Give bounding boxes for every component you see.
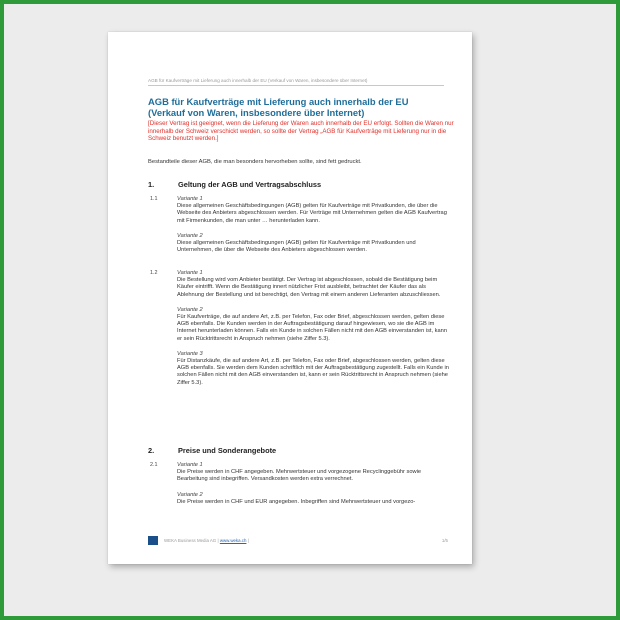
variant-text: Für Distanzkäufe, die auf andere Art, z.B. per Telefon, Fax oder Brief, abgeschlossen werden, gelten diese AGB ebenfalls. Sie werden dem Kunden schriftlich mit der Auftragsbestätigung zugestellt. Falls ein Kunde in solchen Fällen nicht mit den AGB einverstanden ist, kann er sein Rücktrittsrecht in Anspruch nehmen (siehe Ziffer 5.3). [177,358,449,386]
footer-suffix: | [247,538,249,543]
variant-label: Variante 3 [177,350,203,357]
footer-publisher: WEKA Business Media AG | [164,538,219,543]
intro-text: Bestandteile dieser AGB, die man besonders hervorheben sollte, sind fett gedruckt. [148,159,362,165]
footer-link[interactable]: www.weka.ch [219,538,247,543]
section-heading-2 [148,446,448,455]
variant-text: Diese allgemeinen Geschäftsbedingungen (AGB) gelten für Kaufverträge mit Privatkunden, die über die Webseite des Anbieters abgeschlossen werden. Für Verträge mit Unternehmen gelten die AGB Kaufvertrag mit Firmenkunden, die man unter … herunterladen kann. [177,203,447,224]
section-heading-1 [148,180,448,189]
section-title: Preise und Sonderangebote [178,446,277,455]
section-number: 1. [148,180,155,189]
variant-text: Die Preise werden in CHF angegeben. Mehrwertsteuer und vorgezogene Recyclinggebühr sowie Bearbeitung sind inbegriffen. Versandkosten werden extra verrechnet. [177,469,422,483]
variant-text: Die Bestellung wird vom Anbieter bestätigt. Der Vertrag ist abgeschlossen, sobald die Bestätigung beim Käufer eintrifft. Wenn die Bestätigung innert nützlicher Frist ausbleibt, betrachtet der Käufer das als Ablehnung der Bestellung und ist berechtigt, den Vertrag mit einem anderen Lieferanten abzuschliessen. [177,277,441,298]
title-line-1: AGB für Kaufverträge mit Lieferung auch innerhalb der EU [148,96,409,107]
variant-text: Für Kaufverträge, die auf andere Art, z.B. per Telefon, Fax oder Brief, abgeschlossen werden, gelten diese AGB ebenfalls. Die Kunden werden in der Auftragsbestätigung darauf hingewiesen, wo sie die AGB im Internet herunterladen können. Falls ein Kunde in solchen Fällen nicht mit den AGB einverstanden ist, kann er sein Rücktrittsrecht in Anspruch nehmen (siehe Ziffer 5.3). [177,314,448,342]
running-header: AGB für Kaufverträge mit Lieferung auch innerhalb der EU (Verkauf von Waren, insbesondere über Internet) [148,78,444,86]
document-page [108,32,472,564]
subsection-number: 2.1 [150,462,158,468]
variant-label: Variante 1 [177,462,203,468]
variant-label: Variante 1 [177,270,203,276]
document-title [148,96,458,118]
section-title: Geltung der AGB und Vertragsabschluss [178,180,322,189]
section-number: 2. [148,446,155,455]
subsection-number: 1.1 [150,196,158,202]
variant-label: Variante 2 [177,491,203,498]
variant-text: Die Preise werden in CHF und EUR angegeben. Inbegriffen sind Mehrwertsteuer und vorgezo- [177,498,416,505]
variant-label: Variante 2 [177,306,203,313]
usage-note: [Dieser Vertrag ist geeignet, wenn die Lieferung der Waren auch innerhalb der EU erfolgt. Sollten die Waren nur innerhalb der Schweiz verschickt werden, so sollte der Vertrag „AGB für Kaufverträge mit Lieferung nur in die Schweiz benutzt werden.] [148,120,454,143]
title-line-2: (Verkauf von Waren, insbesondere über Internet) [148,107,365,118]
footer-text [164,538,249,543]
page-number: 1/5 [441,538,448,543]
page-footer [148,534,448,546]
subsection-number: 1.2 [150,270,158,276]
variant-label: Variante 2 [177,232,203,239]
variant-label: Variante 1 [177,196,203,202]
variant-text: Diese allgemeinen Geschäftsbedingungen (AGB) gelten für Kaufverträge mit Privatkunden und Unternehmen, die über die Webseite des Anbieters abgeschlossen werden. [177,240,416,254]
weka-logo-icon [148,536,158,545]
